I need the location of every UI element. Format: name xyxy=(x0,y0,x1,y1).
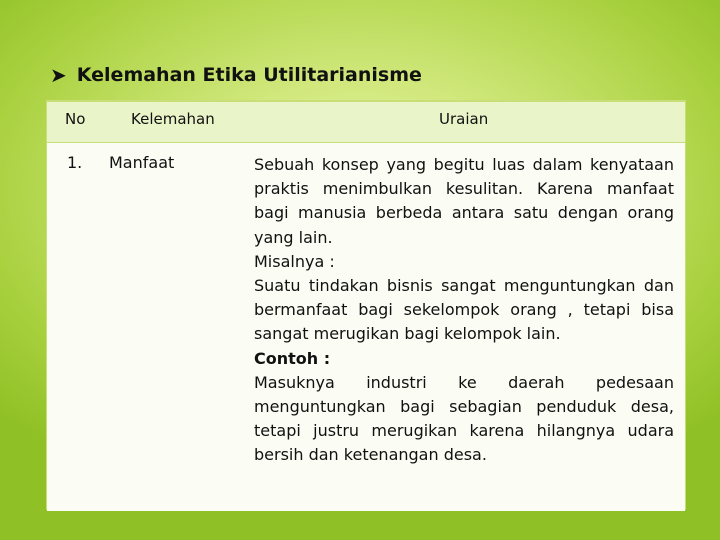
column-header-no: No xyxy=(65,110,86,128)
weakness-table xyxy=(46,100,686,510)
arrow-bullet-icon: ➤ xyxy=(50,63,67,87)
slide-title xyxy=(50,64,422,86)
slide-title-text: Kelemahan Etika Utilitarianisme xyxy=(76,64,422,86)
row-number: 1. xyxy=(67,153,83,172)
column-header-kelemahan: Kelemahan xyxy=(131,110,215,128)
uraian-contoh-label: Contoh : xyxy=(254,348,331,368)
row-kelemahan: Manfaat xyxy=(109,153,175,172)
uraian-paragraph-3: Masuknya industri ke daerah pedesaan menguntungkan bagi sebagian penduduk desa, tetapi justru merugikan karena hilangnya udara bersih dan ketenangan desa. xyxy=(254,372,674,465)
row-uraian xyxy=(254,153,674,468)
table-header xyxy=(47,102,685,142)
column-header-uraian: Uraian xyxy=(439,110,489,128)
uraian-paragraph-2: Suatu tindakan bisnis sangat menguntungkan dan bermanfaat bagi sekelompok orang , tetapi bisa sangat merugikan bagi kelompok lain. xyxy=(254,276,674,344)
uraian-misalnya-label: Misalnya : xyxy=(254,251,335,271)
table-row xyxy=(47,142,685,511)
uraian-paragraph-1: Sebuah konsep yang begitu luas dalam kenyataan praktis menimbulkan kesulitan. Karena manfaat bagi manusia berbeda antara satu dengan orang yang lain. xyxy=(254,155,674,247)
